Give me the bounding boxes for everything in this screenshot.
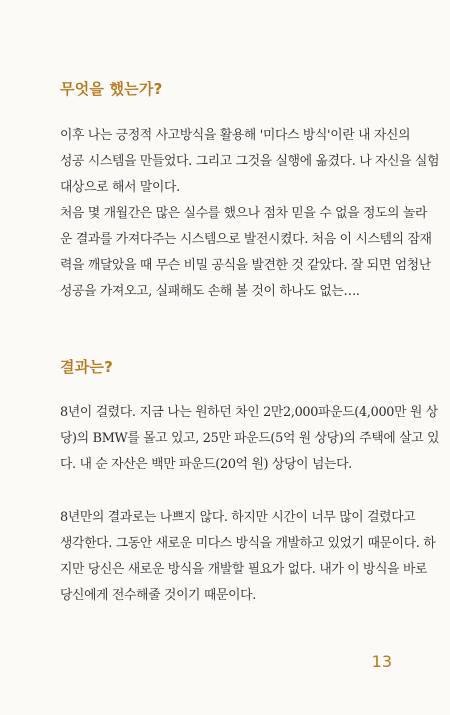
paragraph-line: 당)의 BMW를 몰고 있고, 25만 파운드(5억 원 상당)의 주택에 살고 있 <box>60 431 440 446</box>
paragraph-line: 8년만의 결과로는 나쁘지 않다. 하지만 시간이 너무 많이 걸렸다고 <box>60 510 416 525</box>
section-heading-what-did: 무엇을 했는가? <box>60 80 163 98</box>
paragraph-line: 처음 몇 개월간은 많은 실수를 했으나 점차 믿을 수 없을 정도의 놀라 <box>60 206 428 221</box>
page-number: 13 <box>371 652 392 671</box>
paragraph-line: 8년이 걸렸다. 지금 나는 원하던 차인 2만2,000파운드(4,000만 원 상 <box>60 405 438 420</box>
paragraph-line: 대상으로 해서 말이다. <box>60 180 180 195</box>
paragraph-line: 이후 나는 긍정적 사고방식을 활용해 '미다스 방식'이란 내 자신의 <box>60 128 411 143</box>
paragraph-result-assets <box>60 400 440 478</box>
paragraph-line: 생각한다. 그동안 새로운 미다스 방식을 개발하고 있었기 때문이다. 하 <box>60 536 436 551</box>
paragraph-system-development <box>60 201 432 305</box>
paragraph-result-reflection <box>60 505 436 609</box>
paragraph-line: 다. 내 순 자산은 백만 파운드(20억 원) 상당이 넘는다. <box>60 457 352 472</box>
paragraph-line: 운 결과를 가져다주는 시스템으로 발전시켰다. 처음 이 시스템의 잠재 <box>60 232 432 247</box>
paragraph-line: 력을 깨달았을 때 무슨 비밀 공식을 발견한 것 같았다. 잘 되면 엄청난 <box>60 258 431 273</box>
paragraph-line: 지만 당신은 새로운 방식을 개발할 필요가 없다. 내가 이 방식을 바로 <box>60 562 428 577</box>
paragraph-line: 성공 시스템을 만들었다. 그리고 그것을 실행에 옮겼다. 나 자신을 실험 <box>60 154 440 169</box>
section-heading-result: 결과는? <box>60 358 113 376</box>
paragraph-line: 당신에게 전수해줄 것이기 때문이다. <box>60 588 256 603</box>
paragraph-midas-method-intro <box>60 123 440 201</box>
paragraph-line: 성공을 가져오고, 실패해도 손해 볼 것이 하나도 없는…. <box>60 284 360 299</box>
